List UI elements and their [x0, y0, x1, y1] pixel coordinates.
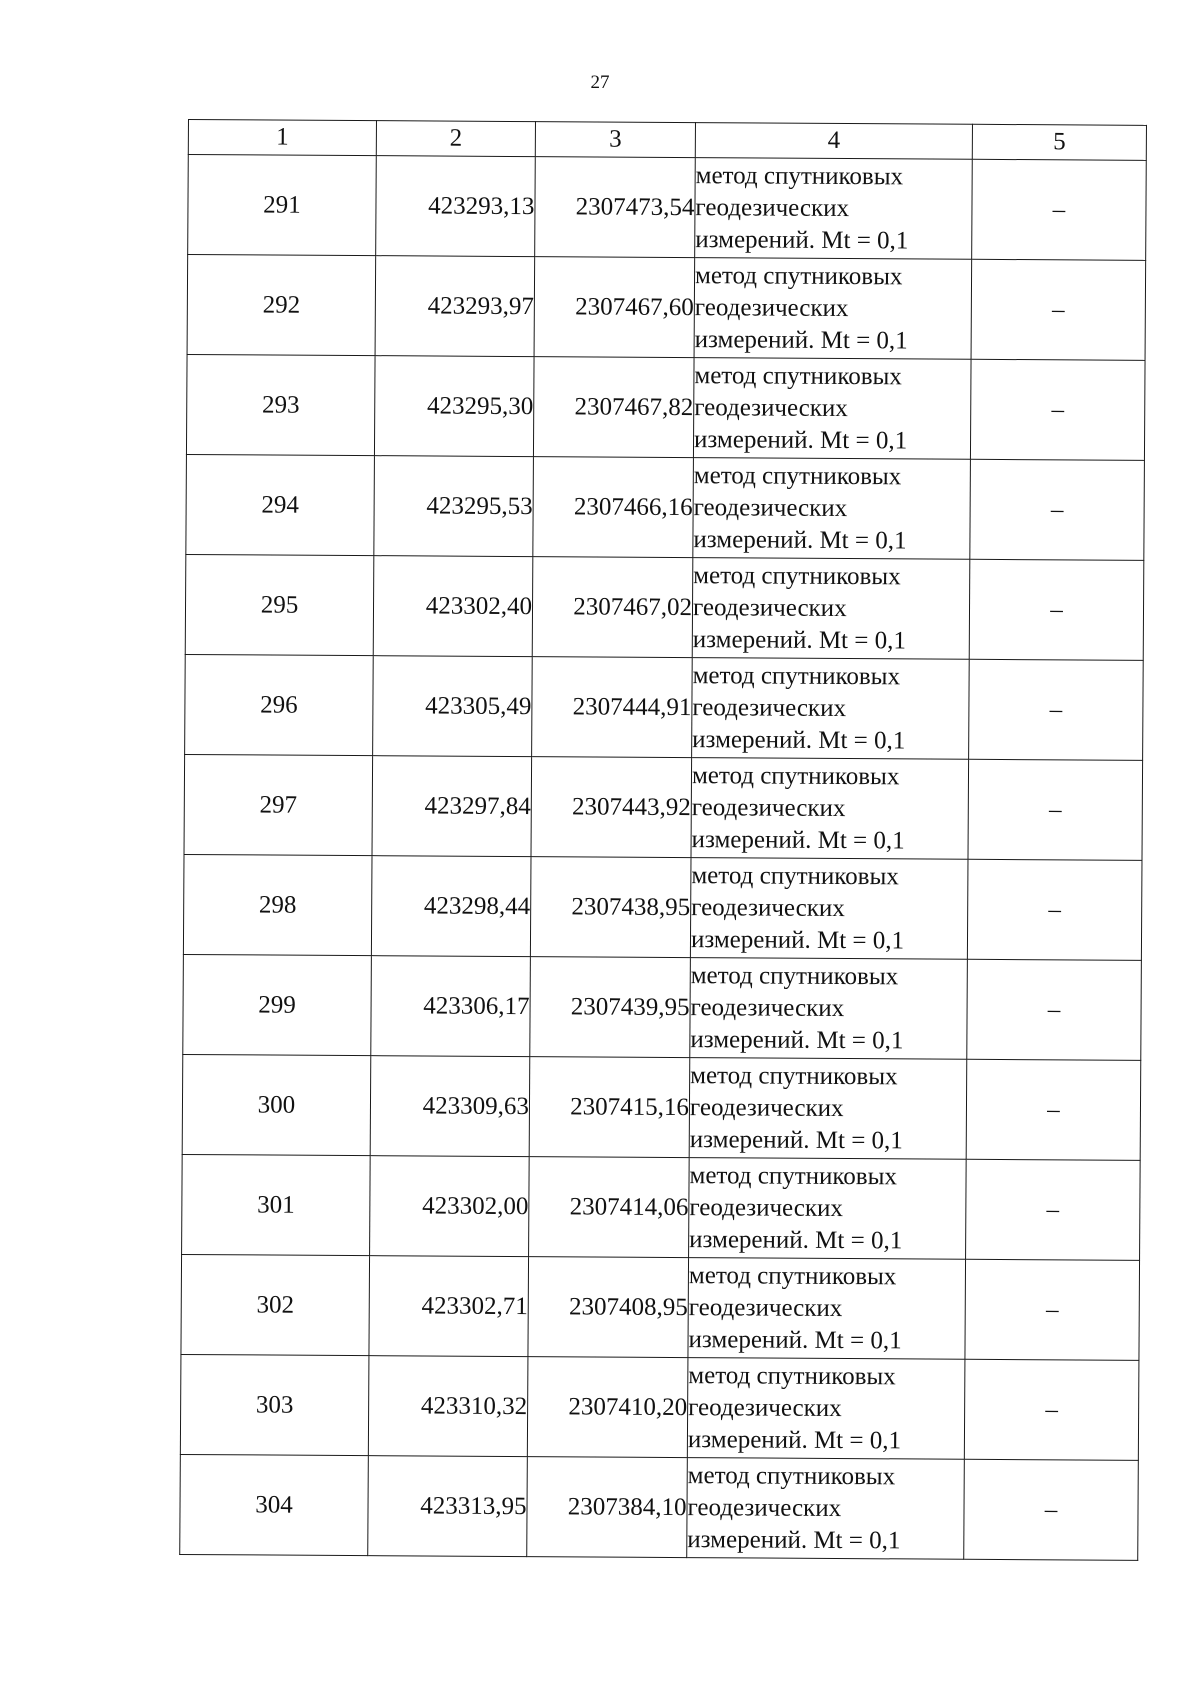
table-row	[186, 454, 1145, 560]
method-line: метод спутниковых	[689, 1161, 898, 1190]
cell-note: –	[969, 559, 1144, 660]
table-row	[182, 1054, 1141, 1160]
method-line: геодезических	[691, 793, 846, 822]
method-line: геодезических	[689, 1193, 844, 1222]
method-line: измерений. Mt = 0,1	[687, 1425, 902, 1454]
method-line: геодезических	[694, 293, 849, 322]
table-body	[180, 155, 1147, 1561]
method-line: геодезических	[689, 1093, 844, 1122]
method-line: измерений. Mt = 0,1	[692, 725, 906, 754]
method-line: измерений. Mt = 0,1	[687, 1525, 901, 1554]
coordinates-table	[179, 119, 1147, 1561]
cell-method	[687, 1358, 965, 1460]
table-row	[185, 554, 1144, 660]
cell-note: –	[972, 159, 1147, 260]
cell-point-number: 297	[184, 754, 373, 855]
cell-note: –	[967, 859, 1142, 960]
header-col-5: 5	[972, 124, 1146, 160]
cell-coordinate-y: 2307466,16	[533, 457, 694, 558]
cell-note: –	[964, 1359, 1139, 1460]
cell-method	[695, 158, 973, 260]
method-line: геодезических	[688, 1393, 842, 1422]
method-line: метод спутниковых	[695, 161, 904, 190]
cell-coordinate-y: 2307443,92	[531, 757, 692, 858]
cell-note: –	[969, 659, 1144, 760]
cell-coordinate-x: 423295,53	[374, 456, 534, 557]
method-line: метод спутниковых	[691, 761, 900, 790]
method-line: геодезических	[688, 1293, 843, 1322]
cell-point-number: 291	[188, 155, 377, 256]
page-number: 27	[590, 72, 610, 93]
cell-method	[692, 658, 970, 760]
table-row	[180, 1354, 1139, 1460]
cell-coordinate-y: 2307473,54	[535, 157, 696, 258]
cell-coordinate-x: 423310,32	[368, 1356, 528, 1457]
method-line: метод спутниковых	[690, 961, 899, 990]
cell-coordinate-x: 423293,13	[376, 156, 536, 257]
cell-method	[690, 858, 968, 960]
cell-note: –	[970, 459, 1145, 560]
cell-coordinate-y: 2307415,16	[529, 1057, 690, 1158]
cell-coordinate-x: 423297,84	[372, 756, 532, 857]
cell-coordinate-x: 423293,97	[375, 256, 535, 357]
cell-coordinate-y: 2307414,06	[529, 1157, 690, 1258]
cell-method	[687, 1458, 965, 1560]
cell-note: –	[967, 959, 1142, 1060]
header-col-3: 3	[535, 122, 695, 158]
method-line: геодезических	[692, 693, 847, 722]
header-col-4: 4	[695, 123, 972, 160]
method-line: метод спутниковых	[692, 661, 901, 690]
cell-coordinate-x: 423313,95	[368, 1456, 528, 1557]
method-line: измерений. Mt = 0,1	[689, 1125, 903, 1154]
cell-method	[689, 1158, 967, 1260]
method-line: метод спутниковых	[694, 361, 902, 390]
cell-method	[689, 1058, 967, 1160]
method-line: измерений. Mt = 0,1	[690, 925, 905, 954]
method-line: измерений. Mt = 0,1	[693, 525, 907, 554]
header-col-2: 2	[376, 121, 535, 157]
table-row	[183, 954, 1142, 1060]
cell-coordinate-y: 2307410,20	[527, 1357, 688, 1458]
cell-note: –	[966, 1059, 1141, 1160]
cell-method	[690, 958, 968, 1060]
cell-coordinate-x: 423305,49	[373, 656, 533, 757]
cell-coordinate-y: 2307439,95	[530, 957, 691, 1058]
method-line: метод спутниковых	[687, 1461, 896, 1490]
cell-coordinate-y: 2307438,95	[530, 857, 691, 958]
method-line: метод спутниковых	[690, 1061, 898, 1090]
table-row	[185, 654, 1144, 760]
cell-method	[694, 258, 972, 360]
cell-point-number: 292	[187, 255, 376, 356]
method-line: геодезических	[694, 393, 848, 422]
cell-point-number: 303	[180, 1354, 369, 1455]
method-line: измерений. Mt = 0,1	[691, 825, 905, 854]
method-line: геодезических	[687, 1493, 842, 1522]
method-line: измерений. Mt = 0,1	[693, 425, 908, 454]
cell-method	[693, 458, 971, 560]
table-row	[186, 354, 1145, 460]
cell-method	[691, 758, 969, 860]
cell-note: –	[971, 259, 1146, 360]
cell-point-number: 304	[180, 1454, 369, 1555]
method-line: геодезических	[691, 893, 845, 922]
cell-coordinate-y: 2307444,91	[532, 657, 693, 758]
cell-coordinate-x: 423298,44	[371, 856, 531, 957]
cell-point-number: 301	[182, 1154, 371, 1255]
cell-point-number: 298	[183, 854, 372, 955]
cell-coordinate-y: 2307467,02	[532, 557, 693, 658]
cell-coordinate-y: 2307467,60	[534, 257, 695, 358]
cell-note: –	[968, 759, 1143, 860]
method-line: измерений. Mt = 0,1	[694, 325, 908, 354]
header-col-1: 1	[188, 120, 376, 156]
cell-point-number: 299	[183, 954, 372, 1055]
cell-point-number: 302	[181, 1254, 370, 1355]
table-row	[188, 155, 1147, 261]
method-line: измерений. Mt = 0,1	[688, 1325, 902, 1354]
method-line: измерений. Mt = 0,1	[692, 625, 906, 654]
cell-coordinate-y: 2307384,10	[527, 1457, 688, 1558]
cell-point-number: 300	[182, 1054, 371, 1155]
method-line: метод спутниковых	[688, 1361, 896, 1390]
cell-coordinate-y: 2307467,82	[533, 357, 694, 458]
cell-point-number: 296	[185, 654, 374, 755]
cell-note: –	[966, 1159, 1141, 1260]
method-line: метод спутниковых	[688, 1261, 897, 1290]
cell-note: –	[970, 359, 1145, 460]
method-line: метод спутниковых	[693, 561, 901, 590]
method-line: геодезических	[693, 493, 848, 522]
table-row	[183, 854, 1142, 960]
method-line: метод спутниковых	[691, 861, 899, 890]
cell-coordinate-x: 423295,30	[374, 356, 534, 457]
method-line: геодезических	[690, 993, 845, 1022]
method-line: метод спутниковых	[694, 261, 903, 290]
cell-coordinate-y: 2307408,95	[528, 1257, 689, 1358]
table-row	[181, 1254, 1140, 1360]
cell-point-number: 294	[186, 454, 375, 555]
cell-point-number: 293	[186, 354, 375, 455]
cell-method	[688, 1258, 966, 1360]
cell-coordinate-x: 423302,40	[373, 556, 533, 657]
cell-coordinate-x: 423306,17	[371, 956, 531, 1057]
table-row	[187, 255, 1146, 361]
table-row	[180, 1454, 1139, 1560]
cell-coordinate-x: 423302,00	[370, 1156, 530, 1257]
cell-point-number: 295	[185, 554, 374, 655]
method-line: измерений. Mt = 0,1	[689, 1225, 903, 1254]
cell-coordinate-x: 423309,63	[370, 1056, 530, 1157]
cell-method	[693, 358, 971, 460]
method-line: измерений. Mt = 0,1	[690, 1025, 904, 1054]
cell-method	[692, 558, 970, 660]
table-row	[184, 754, 1143, 860]
table-row	[182, 1154, 1141, 1260]
method-line: геодезических	[695, 193, 850, 222]
cell-coordinate-x: 423302,71	[369, 1256, 529, 1357]
cell-note: –	[965, 1259, 1140, 1360]
method-line: геодезических	[692, 593, 847, 622]
cell-note: –	[964, 1459, 1139, 1560]
method-line: измерений. Mt = 0,1	[695, 225, 909, 254]
method-line: метод спутниковых	[693, 461, 902, 490]
table-header-row	[188, 120, 1146, 161]
